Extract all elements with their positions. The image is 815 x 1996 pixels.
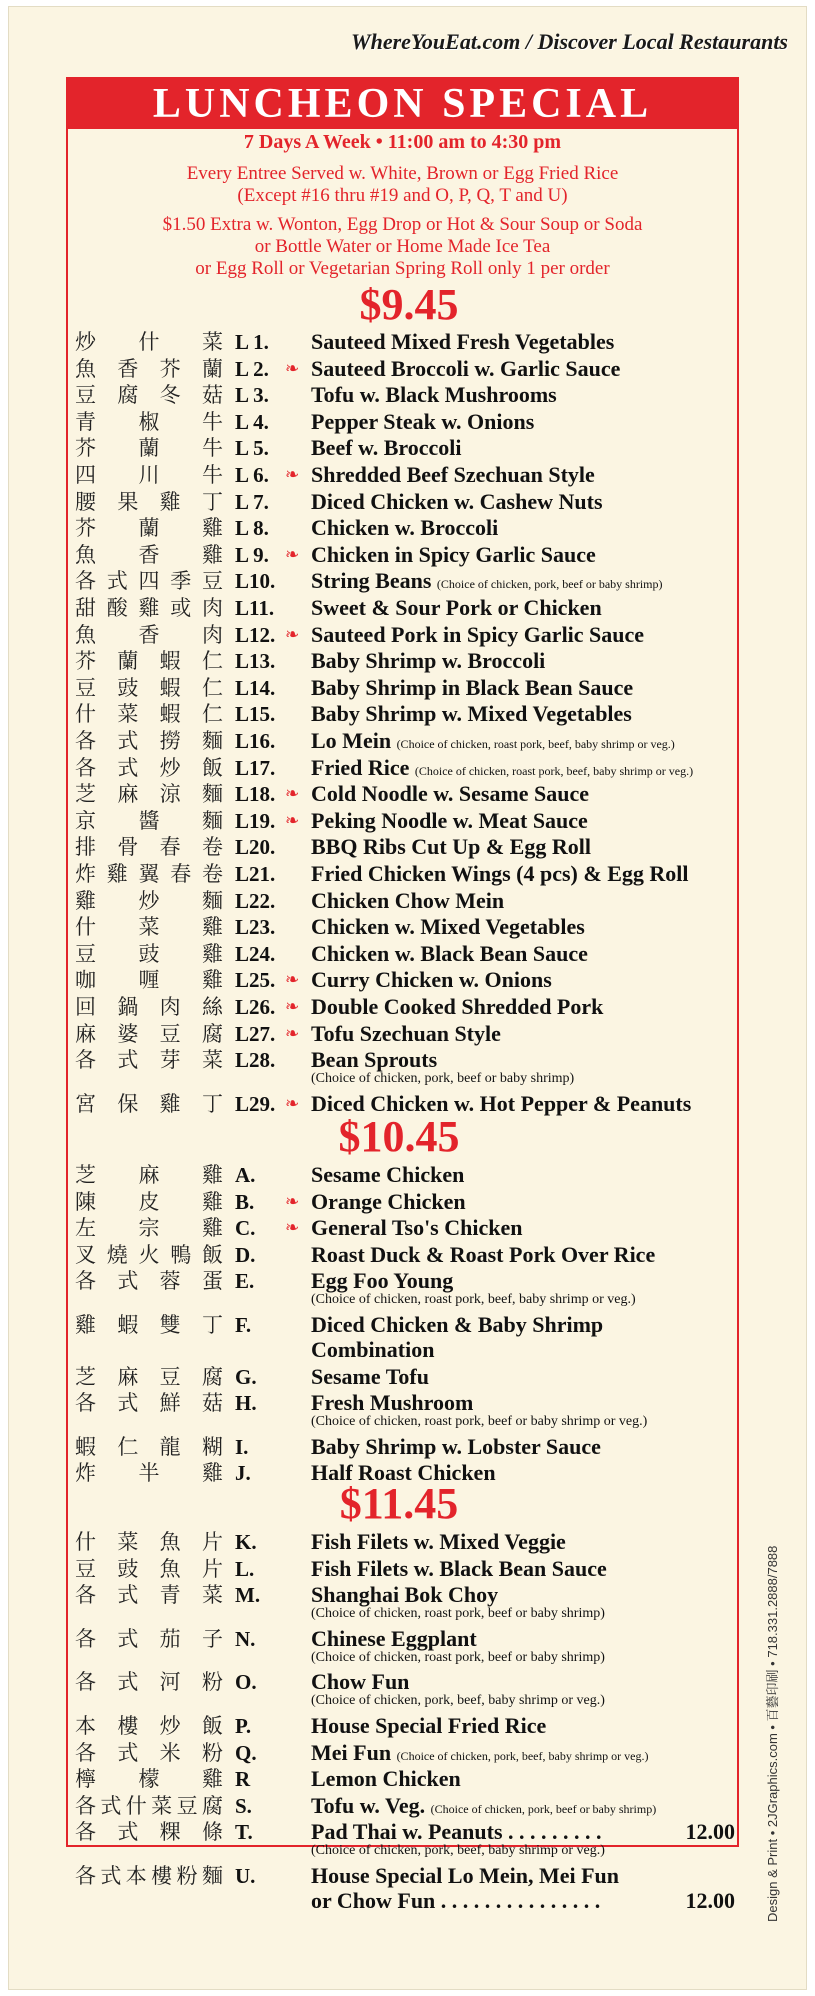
item-name-text: Baby Shrimp w. Broccoli <box>311 648 546 674</box>
item-code: L 3. <box>235 383 269 408</box>
item-choice-note: (Choice of chicken, pork, beef or baby shrimp) <box>311 1071 575 1087</box>
item-name <box>311 1713 546 1739</box>
menu-item-row <box>75 1390 735 1430</box>
menu-item-row <box>75 1189 735 1216</box>
item-choice-note: (Choice of chicken, pork, beef, baby shrimp or veg.) <box>311 1693 605 1709</box>
item-code: B. <box>235 1189 255 1214</box>
item-name <box>311 781 589 807</box>
item-name <box>311 435 462 461</box>
item-name <box>311 1434 601 1460</box>
item-name-text: Shredded Beef Szechuan Style <box>311 462 595 487</box>
item-name <box>311 1242 655 1268</box>
item-code: K. <box>235 1530 257 1554</box>
chinese-name: 芝 麻 涼 麵 <box>75 782 223 807</box>
item-choice-note: (Choice of chicken, pork, beef, baby shrimp or veg.) <box>311 1843 605 1859</box>
item-name <box>311 1766 461 1792</box>
spicy-icon: ❧ <box>285 544 300 564</box>
item-name-text: Tofu w. Veg. <box>311 1792 426 1818</box>
menu-item-row <box>75 1819 735 1859</box>
item-code: D. <box>235 1242 256 1267</box>
spicy-icon: ❧ <box>285 1191 300 1211</box>
item-code: F. <box>235 1313 252 1337</box>
chinese-name: 咖 喱 雞 <box>75 968 223 993</box>
item-name <box>311 1669 409 1695</box>
spicy-icon: ❧ <box>285 624 300 644</box>
item-name-text: Orange Chicken <box>311 1188 466 1214</box>
item-name <box>311 515 498 541</box>
item-code: L17. <box>235 755 276 780</box>
chinese-name: 芥 蘭 牛 <box>75 436 223 461</box>
spicy-icon: ❧ <box>285 1218 300 1238</box>
chinese-name: 各 式 蓉 蛋 <box>75 1269 223 1294</box>
item-name-text: Pepper Steak w. Onions <box>311 408 535 434</box>
chinese-name: 芝 麻 豆 腐 <box>75 1364 223 1389</box>
item-name-text: Shanghai Bok Choy <box>311 1582 499 1608</box>
item-code: L. <box>235 1556 255 1581</box>
item-code: L11. <box>235 596 275 620</box>
item-choice-note: (Choice of chicken, roast pork, beef, baby shrimp or veg.) <box>396 737 675 751</box>
menu-item-row <box>75 967 735 994</box>
menu-item-row <box>75 994 735 1021</box>
menu-item-row <box>75 1863 735 1913</box>
chinese-name: 各 式 什 菜 豆 腐 <box>75 1793 223 1818</box>
item-name <box>311 1268 453 1294</box>
chinese-name: 檸 檬 雞 <box>75 1767 223 1792</box>
extra-note-line-1: $1.50 Extra w. Wonton, Egg Drop or Hot & Sour Soup or Soda <box>162 214 643 235</box>
item-choice-note: (Choice of chicken, roast pork, beef, baby shrimp or veg.) <box>311 1292 636 1308</box>
chinese-name: 芥 蘭 蝦 仁 <box>75 649 223 674</box>
item-code: L19. <box>235 808 276 833</box>
chinese-name: 雞 炒 麵 <box>75 888 223 913</box>
item-name <box>311 755 693 784</box>
chinese-name: 各 式 青 菜 <box>75 1583 223 1608</box>
item-name-text: Chinese Eggplant <box>311 1625 477 1651</box>
menu-item-row <box>75 356 735 383</box>
item-code: J. <box>235 1461 251 1486</box>
menu-item-row <box>75 1529 735 1556</box>
item-name <box>311 1091 691 1117</box>
item-name <box>311 888 504 914</box>
chinese-name: 各 式 炒 飯 <box>75 755 223 780</box>
item-name-text: Cold Noodle w. Sesame Sauce <box>311 781 590 807</box>
item-name-text: Diced Chicken w. Hot Pepper & Peanuts <box>311 1090 692 1116</box>
item-name-text: Chow Fun <box>311 1669 410 1695</box>
item-code: G. <box>235 1364 257 1389</box>
item-name-text: General Tso's Chicken <box>311 1215 523 1241</box>
item-code: L 1. <box>235 330 269 354</box>
item-name-text: Double Cooked Shredded Pork <box>311 994 604 1019</box>
item-name-text: House Special Lo Mein, Mei Fun <box>311 1863 619 1888</box>
item-name <box>311 1162 464 1188</box>
item-code: E. <box>235 1269 255 1294</box>
item-code: L13. <box>235 649 276 674</box>
item-name-text: String Beans <box>311 568 432 594</box>
chinese-name: 左 宗 雞 <box>75 1216 223 1241</box>
item-name <box>311 1740 648 1769</box>
item-name-text: Pad Thai w. Peanuts . . . . . . . . . <box>311 1819 602 1845</box>
item-code: C. <box>235 1216 256 1241</box>
menu-item-row <box>75 1021 735 1048</box>
item-code: L28. <box>235 1048 276 1073</box>
item-name-text: House Special Fried Rice <box>311 1713 547 1738</box>
item-name-text: Chicken w. Mixed Vegetables <box>311 914 585 940</box>
price-tier-2: $10.45 <box>338 1112 460 1161</box>
menu-item-row <box>75 941 735 968</box>
menu-item-row <box>75 648 735 675</box>
chinese-name: 各 式 河 粉 <box>75 1670 223 1695</box>
menu-item-row <box>75 1162 735 1189</box>
item-choice-note: (Choice of chicken, roast pork, beef or baby shrimp or veg.) <box>311 1414 648 1430</box>
chinese-name: 宮 保 雞 丁 <box>75 1091 223 1116</box>
chinese-name: 各 式 鮮 菇 <box>75 1391 223 1416</box>
menu-item-row <box>75 435 735 462</box>
chinese-name: 魚 香 雞 <box>75 542 223 567</box>
menu-item-row <box>75 834 735 861</box>
chinese-name: 炸 半 雞 <box>75 1461 223 1486</box>
menu-item-row <box>75 1215 735 1242</box>
item-name-text: Tofu Szechuan Style <box>311 1020 501 1046</box>
chinese-name: 炸 雞 翼 春 卷 <box>75 862 223 886</box>
chinese-name: 各 式 芽 菜 <box>75 1048 223 1073</box>
item-name-text: Half Roast Chicken <box>311 1460 496 1486</box>
item-code: L23. <box>235 915 276 940</box>
item-name <box>311 1215 522 1241</box>
item-name <box>311 914 585 940</box>
item-name-text: Sauteed Broccoli w. Garlic Sauce <box>311 355 621 381</box>
item-name <box>311 834 591 860</box>
chinese-name: 各 式 米 粉 <box>75 1740 223 1765</box>
item-name <box>311 382 557 408</box>
item-code: O. <box>235 1670 257 1695</box>
hours-text: 7 Days A Week • 11:00 am to 4:30 pm <box>243 131 562 153</box>
chinese-name: 豆 豉 雞 <box>75 941 223 966</box>
spicy-icon: ❧ <box>285 1023 300 1043</box>
item-name <box>311 568 663 597</box>
item-name-text: Diced Chicken w. Cashew Nuts <box>311 488 603 514</box>
price-tier-1: $9.45 <box>359 280 459 329</box>
chinese-name: 各 式 撈 麵 <box>75 729 223 753</box>
item-name <box>311 941 588 967</box>
chinese-name: 叉 燒 火 鴨 飯 <box>75 1242 223 1267</box>
item-name <box>311 622 644 648</box>
item-name <box>311 1819 602 1845</box>
item-name-text: Chicken w. Broccoli <box>311 515 499 541</box>
item-code: H. <box>235 1391 257 1416</box>
chinese-name: 芥 蘭 雞 <box>75 516 223 541</box>
chinese-name: 什 菜 蝦 仁 <box>75 702 223 727</box>
extra-note-line-3: or Egg Roll or Vegetarian Spring Roll only 1 per order <box>195 258 610 279</box>
item-name-text: Diced Chicken & Baby Shrimp <box>311 1312 604 1337</box>
spicy-icon: ❧ <box>285 465 300 484</box>
printer-credit <box>762 1522 784 1922</box>
site-banner: WhereYouEat.com / Discover Local Restaurants <box>351 29 788 54</box>
item-name-text: Sesame Tofu <box>311 1363 429 1389</box>
chinese-name: 各 式 茄 子 <box>75 1626 223 1651</box>
item-name <box>311 1312 603 1338</box>
spicy-icon: ❧ <box>285 970 300 990</box>
item-code: R <box>235 1767 251 1792</box>
menu-item-row <box>75 1793 735 1820</box>
menu-item-row <box>75 1740 735 1767</box>
item-name <box>311 1863 619 1889</box>
item-code: S. <box>235 1793 252 1818</box>
chinese-name: 各 式 本 樓 粉 麵 <box>75 1864 223 1888</box>
item-name <box>311 994 603 1020</box>
item-name <box>311 489 603 515</box>
item-name-text: Fried Rice <box>311 754 410 780</box>
item-name-line-2: or Chow Fun . . . . . . . . . . . . . . . <box>311 1888 601 1913</box>
item-name-text: Egg Foo Young <box>311 1268 454 1294</box>
chinese-name: 甜 酸 雞 或 肉 <box>75 596 223 620</box>
item-code: U. <box>235 1864 256 1888</box>
item-name-text: Peking Noodle w. Meat Sauce <box>311 807 588 833</box>
item-name <box>311 1189 466 1215</box>
menu-item-row <box>75 1364 735 1391</box>
item-name-line-2: Combination <box>311 1337 435 1362</box>
item-name <box>311 967 552 993</box>
item-name <box>311 462 595 488</box>
menu-item-row <box>75 1766 735 1793</box>
item-name-text: Bean Sprouts <box>311 1047 438 1073</box>
page-title: LUNCHEON SPECIAL <box>66 77 739 129</box>
item-name <box>311 409 534 435</box>
item-name-text: Sweet & Sour Pork or Chicken <box>311 595 602 620</box>
item-name <box>311 701 632 727</box>
item-name-text: Baby Shrimp w. Mixed Vegetables <box>311 701 632 727</box>
chinese-name: 豆 豉 魚 片 <box>75 1556 223 1581</box>
item-name-text: Lemon Chicken <box>311 1766 461 1792</box>
menu-item-row <box>75 728 735 755</box>
chinese-name: 排 骨 春 卷 <box>75 835 223 860</box>
chinese-name: 豆 腐 冬 菇 <box>75 383 223 408</box>
item-name-text: Sesame Chicken <box>311 1162 465 1187</box>
chinese-name: 豆 豉 蝦 仁 <box>75 675 223 700</box>
menu-item-row <box>75 329 735 356</box>
item-name <box>311 1626 477 1652</box>
menu-item-row <box>75 755 735 782</box>
item-price: 12.00 <box>685 1819 735 1845</box>
item-code: L22. <box>235 888 276 913</box>
chinese-name: 各 式 四 季 豆 <box>75 569 223 594</box>
item-name <box>311 1793 656 1822</box>
menu-item-row <box>75 1460 735 1487</box>
item-name <box>311 675 633 701</box>
item-name-text: Fresh Mushroom <box>311 1390 474 1416</box>
item-name <box>311 1364 429 1390</box>
item-choice-note: (Choice of chicken, pork, beef or baby shrimp) <box>430 1801 657 1816</box>
chinese-name: 什 菜 魚 片 <box>75 1530 223 1554</box>
chinese-name: 京 醬 麵 <box>75 808 223 833</box>
item-name-text: Fried Chicken Wings (4 pcs) & Egg Roll <box>311 861 689 886</box>
item-code: L 5. <box>235 436 269 461</box>
menu-page <box>8 6 807 1990</box>
item-name-text: BBQ Ribs Cut Up & Egg Roll <box>311 834 591 860</box>
item-name <box>311 595 602 621</box>
item-name-text: Tofu w. Black Mushrooms <box>311 382 557 408</box>
item-name-text: Baby Shrimp w. Lobster Sauce <box>311 1433 601 1459</box>
menu-item-row <box>75 542 735 569</box>
item-name <box>311 1021 501 1047</box>
item-name-text: Curry Chicken w. Onions <box>311 967 552 993</box>
item-code: Q. <box>235 1740 257 1765</box>
item-name-text: Baby Shrimp in Black Bean Sauce <box>311 674 634 700</box>
item-name-text: Fish Filets w. Black Bean Sauce <box>311 1555 607 1581</box>
item-code: L14. <box>235 675 276 700</box>
item-name <box>311 1047 437 1073</box>
item-name <box>311 329 614 355</box>
item-code: T. <box>235 1820 253 1845</box>
chinese-name: 雞 蝦 雙 丁 <box>75 1313 223 1337</box>
menu-item-row <box>75 1713 735 1740</box>
item-name-text: Chicken w. Black Bean Sauce <box>311 940 588 966</box>
item-name-text: Fish Filets w. Mixed Veggie <box>311 1529 566 1554</box>
item-name-text: Roast Duck & Roast Pork Over Rice <box>311 1241 656 1267</box>
item-name <box>311 861 689 887</box>
item-code: L26. <box>235 995 276 1019</box>
item-code: L10. <box>235 569 276 594</box>
chinese-name: 什 菜 雞 <box>75 915 223 940</box>
item-name <box>311 1556 607 1582</box>
spicy-icon: ❧ <box>285 997 300 1016</box>
extra-note-line-2: or Bottle Water or Home Made Ice Tea <box>254 236 551 257</box>
chinese-name: 蝦 仁 龍 糊 <box>75 1434 223 1459</box>
item-code: L24. <box>235 941 276 966</box>
chinese-name: 青 椒 牛 <box>75 409 223 434</box>
item-code: L20. <box>235 835 276 860</box>
spicy-icon: ❧ <box>285 1093 300 1113</box>
chinese-name: 魚 香 芥 蘭 <box>75 356 223 381</box>
chinese-name: 炒 什 菜 <box>75 330 223 354</box>
item-name-text: Beef w. Broccoli <box>311 435 462 461</box>
item-name-text: Sauteed Pork in Spicy Garlic Sauce <box>311 621 645 647</box>
item-choice-note: (Choice of chicken, roast pork, beef, baby shrimp or veg.) <box>414 763 694 778</box>
item-code: L21. <box>235 862 276 886</box>
menu-item-row <box>75 1669 735 1709</box>
menu-item-row <box>75 1242 735 1269</box>
menu-item-row <box>75 1556 735 1583</box>
menu-item-row <box>75 861 735 888</box>
menu-item-row <box>75 914 735 941</box>
menu-item-row <box>75 515 735 542</box>
menu-item-row <box>75 1047 735 1087</box>
item-code: A. <box>235 1163 256 1187</box>
item-name <box>311 542 596 568</box>
item-name <box>311 356 620 382</box>
item-code: L27. <box>235 1021 276 1046</box>
item-name-text: Chicken Chow Mein <box>311 887 505 913</box>
menu-item-row <box>75 595 735 622</box>
menu-item-row <box>75 1312 735 1362</box>
item-code: L15. <box>235 702 276 727</box>
chinese-name: 四 川 牛 <box>75 463 223 487</box>
item-code: L29. <box>235 1091 276 1116</box>
chinese-name: 各 式 粿 條 <box>75 1820 223 1845</box>
printer-credit-text: Design & Print • 2JGraphics.com • 百藝印刷 • 718.331.2888/7888 <box>765 1545 780 1922</box>
menu-item-row <box>75 1434 735 1461</box>
item-name-text: Chicken in Spicy Garlic Sauce <box>311 541 596 567</box>
menu-item-row <box>75 382 735 409</box>
item-code: L 2. <box>235 356 269 381</box>
menu-item-row <box>75 675 735 702</box>
item-code: M. <box>235 1583 261 1608</box>
item-code: L16. <box>235 729 276 753</box>
menu-item-row <box>75 622 735 649</box>
menu-item-row <box>75 462 735 489</box>
chinese-name: 陳 皮 雞 <box>75 1189 223 1214</box>
chinese-name: 魚 香 肉 <box>75 622 223 647</box>
item-choice-note: (Choice of chicken, pork, beef or baby shrimp) <box>436 577 663 592</box>
item-code: L 4. <box>235 409 269 434</box>
menu-item-row <box>75 1582 735 1622</box>
item-code: L12. <box>235 622 276 647</box>
menu-item-row <box>75 568 735 595</box>
item-name <box>311 1582 498 1608</box>
item-name <box>311 728 675 757</box>
chinese-name: 麻 婆 豆 腐 <box>75 1021 223 1046</box>
item-code: L 6. <box>235 463 269 487</box>
item-name <box>311 648 545 674</box>
item-code: L25. <box>235 968 276 993</box>
item-choice-note: (Choice of chicken, roast pork, beef or baby shrimp) <box>311 1606 605 1622</box>
menu-item-row <box>75 1091 735 1118</box>
chinese-name: 腰 果 雞 丁 <box>75 489 223 514</box>
item-code: I. <box>235 1434 249 1459</box>
chinese-name: 回 鍋 肉 絲 <box>75 995 223 1019</box>
item-name-text: Mei Fun <box>311 1739 392 1765</box>
spicy-icon: ❧ <box>285 358 300 378</box>
spicy-icon: ❧ <box>285 810 300 830</box>
item-code: P. <box>235 1714 252 1738</box>
chinese-name: 芝 麻 雞 <box>75 1163 223 1187</box>
item-code: L 9. <box>235 542 269 567</box>
menu-item-row <box>75 781 735 808</box>
rice-note-line-1: Every Entree Served w. White, Brown or Egg Fried Rice <box>186 163 619 184</box>
chinese-name: 本 樓 炒 飯 <box>75 1714 223 1738</box>
item-code: L 8. <box>235 516 269 541</box>
rice-note-line-2: (Except #16 thru #19 and O, P, Q, T and U) <box>237 185 568 206</box>
item-name-text: Sauteed Mixed Fresh Vegetables <box>311 329 615 354</box>
item-price: 12.00 <box>685 1888 735 1913</box>
item-name-text: Lo Mein <box>311 728 392 753</box>
menu-item-row <box>75 1625 735 1665</box>
item-choice-note: (Choice of chicken, roast pork, beef or baby shrimp) <box>311 1649 605 1665</box>
menu-item-row <box>75 489 735 516</box>
item-code: N. <box>235 1626 256 1651</box>
menu-item-row <box>75 808 735 835</box>
item-choice-note: (Choice of chicken, pork, beef, baby shrimp or veg.) <box>396 1748 649 1763</box>
menu-item-row <box>75 701 735 728</box>
price-tier-3: $11.45 <box>339 1479 459 1528</box>
item-code: L18. <box>235 782 276 807</box>
menu-item-row <box>75 409 735 436</box>
item-name <box>311 1460 496 1486</box>
menu-item-row <box>75 888 735 915</box>
item-name <box>311 1529 566 1555</box>
item-code: L 7. <box>235 489 269 514</box>
spicy-icon: ❧ <box>285 784 300 804</box>
item-name <box>311 1390 473 1416</box>
menu-item-row <box>75 1268 735 1308</box>
item-name <box>311 808 588 834</box>
